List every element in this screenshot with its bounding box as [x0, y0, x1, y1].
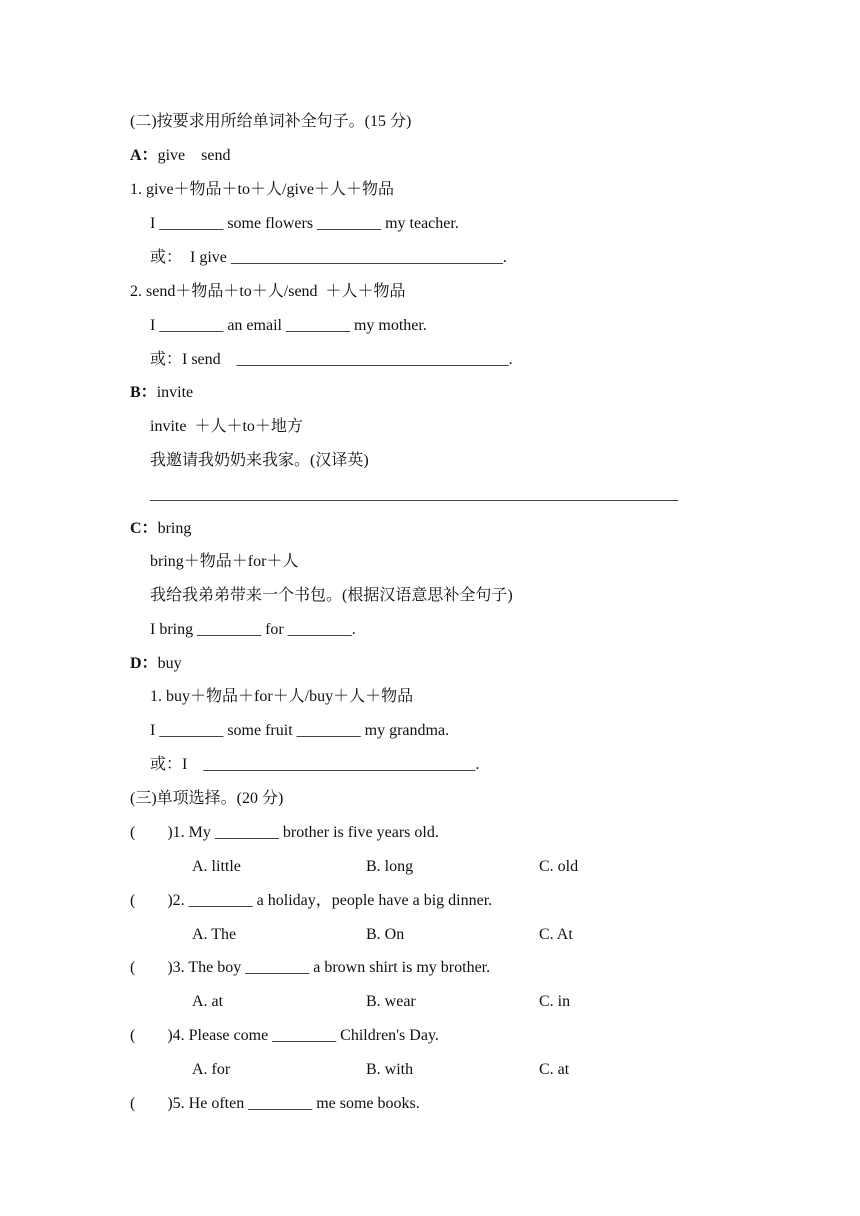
q1-option-b: B. long: [366, 858, 414, 875]
part-a-rule1: 1. give＋物品＋to＋人/give＋人＋物品: [130, 181, 394, 198]
q3-option-c: C. in: [539, 993, 571, 1010]
part-c-heading: [130, 519, 191, 539]
part-d-sentence1: I ________ some fruit ________ my grandma.: [150, 722, 450, 739]
part-a-heading: [130, 146, 230, 166]
q3-option-b: B. wear: [366, 993, 416, 1010]
part-d-sentence1-alt: 或：I __________________________________.: [150, 756, 480, 773]
part-a-sentence2-alt: 或：I send __________________________________.: [150, 351, 513, 368]
q2-option-b: B. On: [366, 926, 405, 943]
part-d-word: buy: [157, 655, 182, 672]
part-a-label: A：: [130, 147, 158, 164]
part-b-heading: [130, 383, 193, 403]
part-b-word: invite: [156, 384, 194, 401]
part-a-rule2: 2. send＋物品＋to＋人/send ＋人＋物品: [130, 283, 406, 300]
question-5: ( )5. He often ________ me some books.: [130, 1095, 420, 1112]
part-c-sentence: I bring ________ for ________.: [150, 621, 356, 638]
part-a-sentence2: I ________ an email ________ my mother.: [150, 317, 427, 334]
question-1: ( )1. My ________ brother is five years old.: [130, 824, 439, 841]
part-d-heading: [130, 654, 182, 674]
q4-option-a: A. for: [192, 1061, 231, 1078]
q4-option-b: B. with: [366, 1061, 414, 1078]
part-c-rule: bring＋物品＋for＋人: [150, 553, 299, 570]
section2-title: (二)按要求用所给单词补全句子。(15 分): [130, 113, 412, 130]
part-a-sentence1-alt: 或： I give __________________________________.: [150, 249, 507, 266]
question-3: ( )3. The boy ________ a brown shirt is my brother.: [130, 959, 491, 976]
part-a-sentence1: I ________ some flowers ________ my teacher.: [150, 215, 459, 232]
q2-option-a: A. The: [192, 926, 237, 943]
section3-title: (三)单项选择。(20 分): [130, 790, 284, 807]
part-a-words: give send: [157, 147, 231, 164]
part-b-answer-line: __________________________________________________________________: [150, 486, 678, 503]
q2-option-c: C. At: [539, 926, 573, 943]
part-b-label: B：: [130, 384, 157, 401]
part-c-prompt: 我给我弟弟带来一个书包。(根据汉语意思补全句子): [150, 587, 513, 604]
part-b-prompt: 我邀请我奶奶来我家。(汉译英): [150, 452, 369, 469]
part-c-word: bring: [157, 520, 192, 537]
part-b-rule: invite ＋人＋to＋地方: [150, 418, 303, 435]
question-2: ( )2. ________ a holiday，people have a big dinner.: [130, 892, 493, 909]
part-c-label: C：: [130, 520, 158, 537]
q1-option-c: C. old: [539, 858, 579, 875]
question-4: ( )4. Please come ________ Children's Day.: [130, 1027, 439, 1044]
part-d-label: D：: [130, 655, 158, 672]
q3-option-a: A. at: [192, 993, 224, 1010]
q4-option-c: C. at: [539, 1061, 570, 1078]
part-d-rule: 1. buy＋物品＋for＋人/buy＋人＋物品: [150, 688, 414, 705]
q1-option-a: A. little: [192, 858, 241, 875]
